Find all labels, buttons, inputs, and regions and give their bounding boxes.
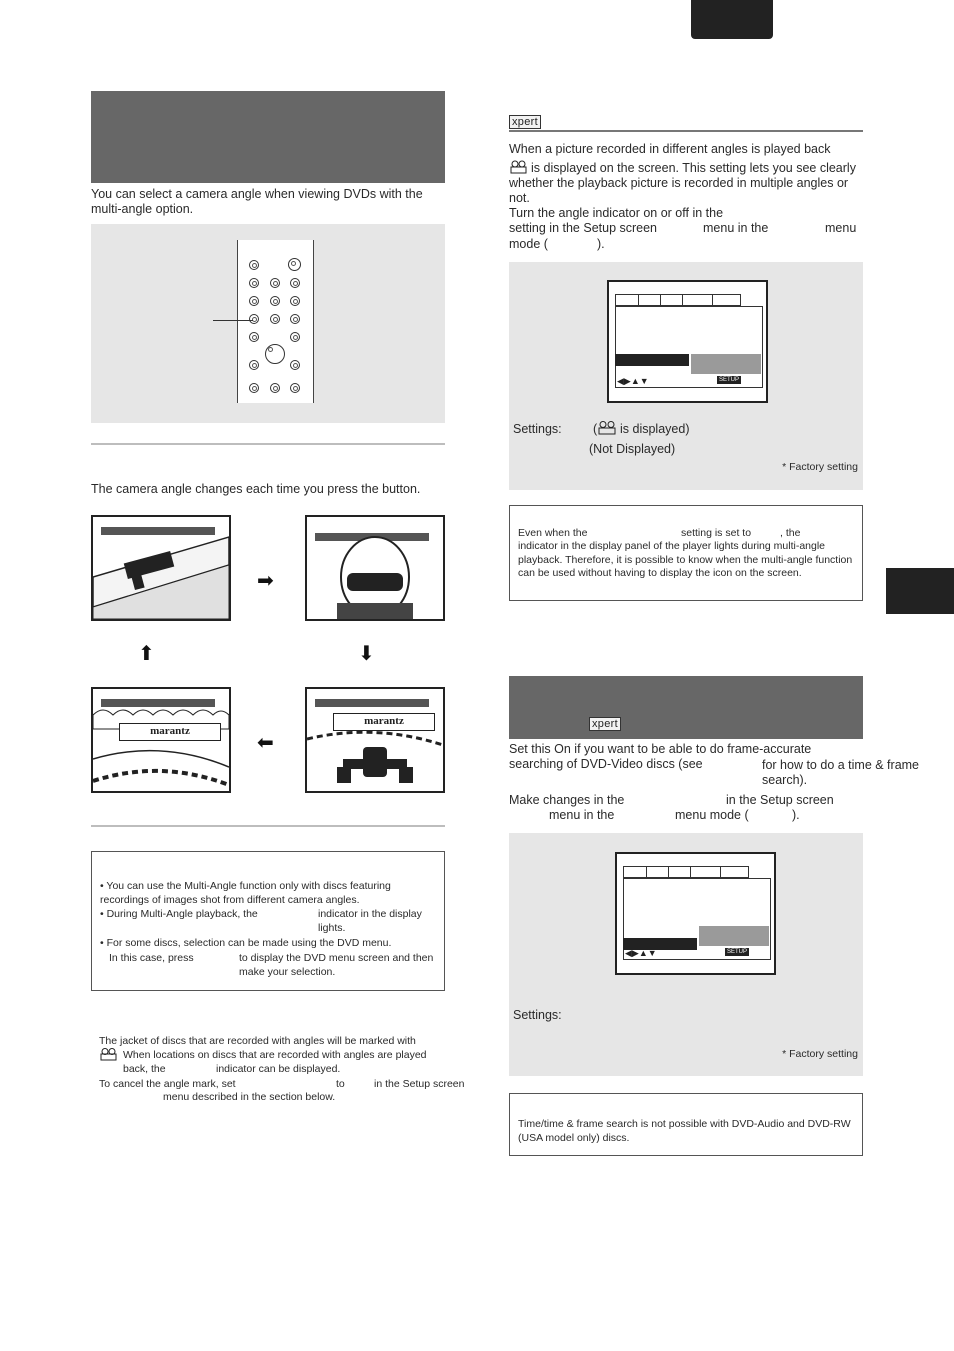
remote-control-illustration	[237, 240, 314, 403]
setup-screen-illustration	[615, 852, 776, 975]
remote-button	[290, 314, 300, 324]
frame-search-header	[509, 676, 863, 739]
angle-indicator-rule	[509, 130, 863, 132]
remote-button	[249, 260, 259, 270]
page-tab-top	[691, 0, 773, 39]
remote-button	[290, 383, 300, 393]
angle-indicator-p4b: menu in the	[703, 221, 769, 235]
remote-joystick	[265, 344, 285, 364]
frame-search-p2a: Make changes in the	[509, 793, 625, 807]
note-2b: indicator in the display lights.	[318, 908, 422, 934]
jacket-text-1: The jacket of discs that are recorded with angles will be marked with	[99, 1035, 416, 1047]
remote-button	[270, 383, 280, 393]
angle-frame-4	[305, 687, 445, 793]
race-car-front-illustration	[307, 689, 443, 791]
frame-search-settings-panel	[509, 833, 863, 1076]
angle-section-header	[91, 91, 445, 183]
remote-button	[290, 332, 300, 342]
setup-badge: SETUP	[727, 949, 748, 955]
setup-option-box	[699, 926, 769, 946]
expert-badge-2: xpert	[589, 714, 621, 732]
angle-indicator-p4a: setting in the Setup screen	[509, 221, 658, 235]
angle-frame-1	[91, 515, 231, 621]
angle-note-c: , the	[780, 527, 801, 539]
remote-button	[249, 360, 259, 370]
angle-note-a: Even when the	[518, 527, 588, 539]
note-3: • For some discs, selection can be made using the DVD menu.	[100, 937, 392, 949]
remote-button	[249, 278, 259, 288]
arrow-right-icon: ➡	[257, 570, 274, 592]
frame-search-p3b: menu mode (	[675, 808, 749, 822]
angle-indicator-p2: is displayed on the screen. This setting lets you see clearly whether the playback picture is recorded in multiple angles or not.	[509, 161, 856, 205]
remote-button	[290, 296, 300, 306]
angle-settings-panel	[509, 262, 863, 490]
remote-button	[290, 278, 300, 288]
frame-search-p2b: in the Setup screen	[726, 793, 834, 807]
expert-badge-1: xpert	[509, 112, 541, 130]
angle-frame-2	[305, 515, 445, 621]
angle-setting-2: (Not Displayed)	[589, 442, 676, 456]
remote-button	[249, 296, 259, 306]
notes-divider	[91, 825, 445, 827]
jacket-text-7: menu described in the section below.	[163, 1091, 336, 1103]
jacket-text-4: To cancel the angle mark, set	[99, 1078, 236, 1090]
remote-illustration-panel	[91, 224, 445, 423]
brand-banner: marantz	[333, 713, 435, 731]
frame-note: Time/time & frame search is not possible with DVD-Audio and DVD-RW (USA model only) discs.	[518, 1118, 851, 1144]
angle-note-d: indicator in the display panel of the player lights during multi-angle playback. Therefore, it is possible to know when the multi-angle function can be used without having to display the icon on the screen.	[518, 540, 853, 579]
setup-screen-illustration	[607, 280, 768, 403]
remote-button	[270, 314, 280, 324]
note-1: • You can use the Multi-Angle function only with discs featuring recordings of images shot from different camera angles.	[100, 880, 391, 906]
angle-indicator-p3: Turn the angle indicator on or off in the	[509, 206, 724, 220]
angle-intro-text: You can select a camera angle when viewing DVDs with the multi-angle option.	[91, 187, 423, 216]
jacket-text-6: in the Setup screen	[374, 1078, 465, 1090]
arrow-left-icon: ⬅	[257, 732, 274, 754]
jacket-text-5: to	[336, 1078, 345, 1090]
setup-menu-tabs	[623, 866, 749, 878]
setup-badge: SETUP	[719, 377, 740, 383]
angle-indicator-p1: When a picture recorded in different angles is played back	[509, 142, 831, 156]
remote-button	[288, 258, 301, 271]
frame-factory-note: * Factory setting	[782, 1048, 858, 1060]
brand-banner: marantz	[119, 723, 221, 741]
angle-setting-1: is displayed)	[620, 422, 690, 436]
remote-button	[290, 360, 300, 370]
driver-helmet-illustration	[307, 517, 443, 619]
frame-search-p3a: menu in the	[549, 808, 615, 822]
arrow-down-icon: ⬇	[358, 643, 375, 665]
angle-indicator-p4c: menu	[825, 221, 857, 235]
remote-button	[249, 383, 259, 393]
angle-note-box	[509, 505, 863, 601]
jacket-text-2: When locations on discs that are recorded with angles are played back, the	[123, 1049, 427, 1075]
section-tab-side	[886, 568, 954, 614]
race-car-side-illustration	[93, 517, 229, 619]
note-3c: to display the DVD menu screen and then make your selection.	[239, 952, 434, 978]
step-divider	[91, 443, 445, 445]
setup-option-box	[691, 354, 761, 374]
angle-indicator-p5b: ).	[597, 237, 605, 251]
callout-line	[213, 320, 253, 321]
nav-arrows-icon: ◀▶▲▼	[625, 948, 657, 958]
frame-note-box	[509, 1093, 863, 1156]
remote-button	[270, 296, 280, 306]
nav-arrows-icon: ◀▶▲▼	[617, 376, 649, 386]
note-3b: In this case, press	[109, 952, 194, 964]
angle-factory-note: * Factory setting	[782, 461, 858, 473]
arrow-up-icon: ⬆	[138, 643, 155, 665]
angle-indicator-p5a: mode (	[509, 237, 548, 251]
camera-angle-icon	[99, 1048, 119, 1061]
angle-remote-button	[249, 314, 259, 324]
angle-frame-3	[91, 687, 231, 793]
frame-settings-label: Settings:	[513, 1008, 562, 1022]
jacket-text-3: indicator can be displayed.	[216, 1063, 341, 1075]
frame-search-p1b: for how to do a time & frame search).	[762, 758, 920, 787]
camera-angle-icon	[597, 420, 619, 435]
setup-menu-tabs	[615, 294, 741, 306]
note-2: • During Multi-Angle playback, the	[100, 908, 258, 920]
angle-settings-label: Settings:	[513, 422, 562, 436]
notes-box	[91, 851, 445, 991]
frame-search-p1: Set this On if you want to be able to do frame-accurate searching of DVD-Video discs (see	[509, 742, 812, 771]
angle-note-b: setting is set to	[681, 527, 752, 539]
setup-selected-row	[615, 354, 689, 366]
angle-setting-1-open: (	[593, 422, 598, 436]
step-text: The camera angle changes each time you press the button.	[91, 482, 421, 496]
remote-button	[249, 332, 259, 342]
frame-search-p3c: ).	[792, 808, 800, 822]
remote-button	[270, 278, 280, 288]
